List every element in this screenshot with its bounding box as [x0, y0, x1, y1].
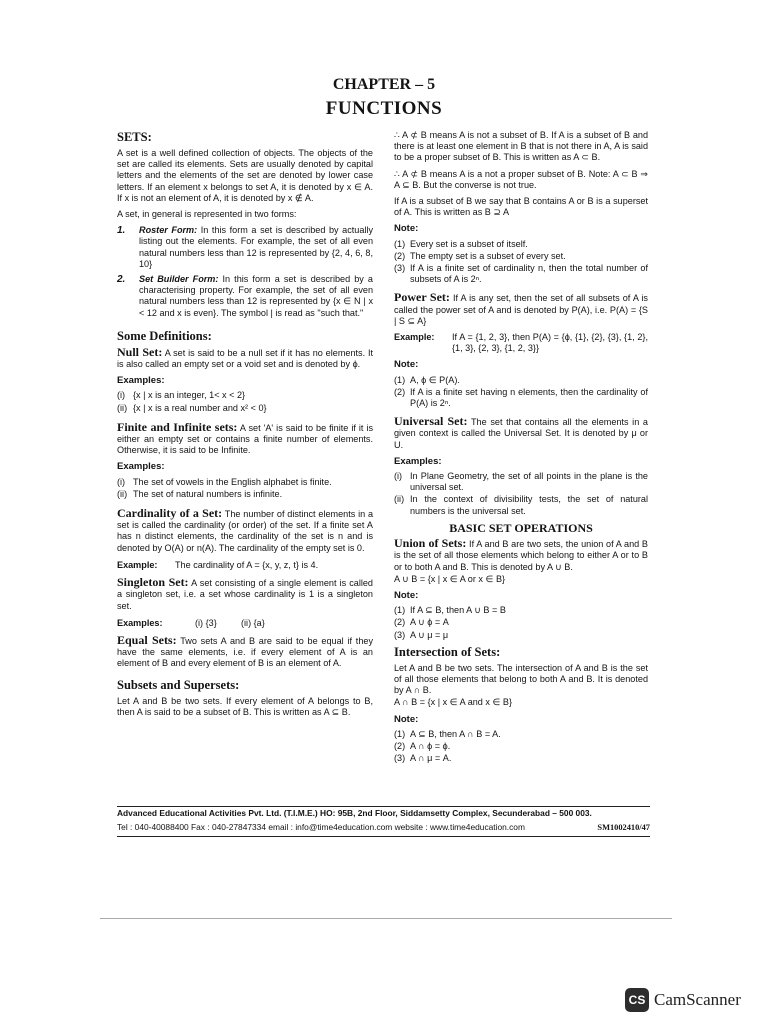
union-note-1 — [394, 605, 648, 616]
power-note-2 — [394, 387, 648, 409]
subset-note-3 — [394, 263, 648, 285]
list-number: (i) — [394, 471, 403, 482]
sets-forms-intro: A set, in general is represented in two forms: — [117, 209, 297, 220]
list-text: If A is a finite set of cardinality n, then the total number of subsets of A is 2ⁿ. — [410, 263, 648, 285]
list-text: In the context of divisibility tests, the set of natural numbers is the universal set. — [410, 494, 648, 516]
camscanner-text: CamScanner — [654, 990, 741, 1009]
null-set-paragraph — [117, 344, 374, 370]
list-text: The empty set is a subset of every set. — [410, 250, 566, 261]
power-example-label: Example: — [394, 332, 435, 343]
finite-sets-text: A set 'A' is said to be finite if it is either an empty set or contains a finite number of elements. Otherwise, it is said to be Infinite. — [117, 422, 373, 456]
power-note-1 — [394, 375, 648, 386]
list-number: (2) — [394, 250, 406, 261]
list-text: {x | x is a real number and x² < 0} — [133, 402, 267, 413]
power-set-text: If A is any set, then the set of all subsets of A is called the power set of A and is denoted by P(A), i.e. P(A) = {S | S ⊆ A} — [394, 293, 648, 326]
roster-form-text: In this form a set is described by actually listing out the elements. For example, the set of all even natural numbers less than 12 is represented by {2, 4, 6, 8, 10} — [139, 225, 373, 269]
subsets-paragraph: Let A and B be two sets. If every element of A belongs to B, then A is said to be a subset of B. This is written as A ⊆ B. — [117, 695, 373, 717]
intersection-note-label: Note: — [394, 713, 419, 725]
page-code: SM1002410/47 — [597, 823, 650, 832]
intersection-note-1 — [394, 729, 648, 740]
list-text: {x | x is an integer, 1< x < 2} — [133, 390, 246, 401]
footer-bottom-rule — [117, 836, 650, 837]
cardinality-example-text: The cardinality of A = {x, y, z, t} is 4. — [175, 559, 319, 570]
finite-example-2 — [117, 489, 373, 500]
equal-sets-term: Equal Sets: — [117, 632, 177, 647]
list-text: The set of vowels in the English alphabet is finite. — [133, 476, 332, 487]
universal-examples-label: Examples: — [394, 455, 442, 467]
power-set-example — [394, 332, 648, 354]
list-number: (3) — [394, 263, 406, 274]
roster-form-term: Roster Form: — [139, 225, 198, 236]
sets-paragraph: A set is a well defined collection of objects. The objects of the set are called its elements. Sets are usually denoted by capital letters and the elements of the set are denoted by lower case letters. If an element x belongs to set A, it is denoted by x ∈ A. If x is not an element of A, it is denoted by x ∉ A. — [117, 148, 373, 203]
union-note-2 — [394, 617, 648, 628]
superset-paragraph: If A is a subset of B we say that B contains A or B is a superset of A. This is written as B ⊇ A — [394, 196, 648, 218]
finite-examples-label: Examples: — [117, 461, 165, 473]
intersection-heading: Intersection of Sets: — [394, 644, 501, 659]
scan-edge-line — [100, 918, 672, 919]
footer-contact-text: Tel : 040-40088400 Fax : 040-27847334 email : info@time4education.com website : www.time4education.com — [117, 822, 525, 832]
union-note-3 — [394, 630, 648, 641]
null-examples-label: Examples: — [117, 375, 165, 387]
chapter-number: CHAPTER – 5 — [332, 76, 436, 93]
list-text: If A ⊆ B, then A ∪ B = B — [410, 605, 506, 616]
finite-sets-paragraph — [117, 419, 373, 457]
singleton-term: Singleton Set: — [117, 575, 189, 590]
roster-form-item — [117, 225, 373, 270]
left-column — [117, 130, 373, 723]
not-proper-subset-paragraph: ∴ A ⊄ B means A is a not a proper subset of B. Note: A ⊂ B ⇒ A ⊆ B. But the converse is not true. — [394, 168, 648, 190]
camscanner-watermark — [625, 988, 741, 1012]
list-number: (2) — [394, 386, 406, 397]
list-number: (2) — [394, 740, 406, 751]
list-number: (3) — [394, 753, 406, 764]
list-number: (ii) — [117, 402, 128, 413]
set-builder-number: 2. — [117, 274, 126, 286]
cardinality-paragraph — [117, 508, 373, 554]
list-number: (2) — [394, 617, 406, 628]
set-builder-item — [117, 274, 373, 319]
list-number: (1) — [394, 238, 406, 249]
universal-set-paragraph — [394, 416, 648, 451]
power-set-term: Power Set: — [394, 290, 450, 305]
not-subset-paragraph: ∴ A ⊄ B means A is not a subset of B. If A is a subset of B and there is at least one element in B that is not there in A, A is said to be a proper subset of B. This is written as A ⊂ B. — [394, 130, 648, 163]
cardinality-text: The number of distinct elements in a set is called the cardinality (or order) of the set. If a finite set A has n distinct elements, the cardinality of the set is n and is denoted by O(A) or n(A). The cardinality of the empty set is 0. — [117, 509, 374, 553]
list-text: A ∪ ϕ = A — [410, 617, 449, 628]
list-number: (3) — [394, 629, 406, 640]
finite-example-1 — [117, 477, 373, 488]
footer-contact — [117, 822, 650, 833]
footer-address: Advanced Educational Activities Pvt. Ltd. (T.I.M.E.) HO: 95B, 2nd Floor, Siddamsetty Complex, Secunderabad – 500 003. — [117, 808, 592, 818]
list-text: In Plane Geometry, the set of all points in the plane is the universal set. — [410, 471, 648, 493]
intersection-paragraph: Let A and B be two sets. The intersection of A and B is the set of all those elements that belong to both A and B. It is denoted by A ∩ B. — [394, 662, 648, 696]
power-set-paragraph — [394, 292, 648, 327]
right-column — [394, 130, 648, 765]
footer-top-rule — [117, 806, 650, 807]
equal-sets-paragraph — [117, 632, 373, 670]
list-number: (i) — [117, 390, 126, 401]
set-builder-term: Set Builder Form: — [139, 274, 219, 285]
list-number: (1) — [394, 728, 406, 739]
universal-example-1 — [394, 471, 648, 493]
cardinality-example — [117, 560, 373, 571]
sets-heading: SETS: — [117, 130, 152, 144]
null-set-term: Null Set: — [117, 344, 163, 359]
list-text: A ∩ ϕ = ϕ. — [410, 740, 451, 751]
union-note-label: Note: — [394, 589, 419, 601]
universal-example-2 — [394, 494, 648, 516]
singleton-paragraph — [117, 577, 373, 612]
intersection-note-3 — [394, 753, 648, 764]
camscanner-logo-icon: CS — [625, 988, 649, 1012]
list-number: (ii) — [117, 488, 128, 499]
null-example-1 — [117, 390, 373, 401]
singleton-example-2: (ii) {a} — [241, 617, 265, 628]
list-text: If A is a finite set having n elements, then the cardinality of P(A) is 2ⁿ. — [410, 386, 648, 409]
list-text: A, ϕ ∈ P(A). — [410, 374, 460, 385]
list-number: (i) — [117, 476, 126, 487]
list-number: (1) — [394, 605, 406, 616]
singleton-text: A set consisting of a single element is called a singleton set, i.e. a set whose cardinality is 1 is a singleton set. — [117, 578, 373, 611]
list-text: Every set is a subset of itself. — [410, 238, 528, 249]
some-definitions-heading: Some Definitions: — [117, 328, 212, 343]
cardinality-example-label: Example: — [117, 559, 158, 570]
roster-form-number: 1. — [117, 225, 126, 237]
list-text: A ⊆ B, then A ∩ B = A. — [410, 728, 501, 739]
singleton-examples — [117, 618, 373, 629]
subset-note-2 — [394, 251, 648, 262]
power-example-text: If A = {1, 2, 3}, then P(A) = {ϕ, {1}, {2}, {3}, {1, 2}, {1, 3}, {2, 3}, {1, 2, 3}} — [452, 332, 648, 354]
singleton-examples-label: Examples: — [117, 617, 163, 628]
equal-sets-text: Two sets A and B are said to be equal if they have the same elements, i.e. if every element of A is an element of B and every element of B is an element of A. — [117, 635, 373, 669]
list-number: (1) — [394, 374, 406, 385]
singleton-example-1: (i) {3} — [195, 617, 217, 628]
union-term: Union of Sets: — [394, 536, 467, 551]
page-title: FUNCTIONS — [325, 98, 443, 119]
list-text: A ∪ μ = μ — [410, 629, 449, 640]
union-definition: A ∪ B = {x | x ∈ A or x ∈ B} — [394, 573, 506, 584]
power-note-label: Note: — [394, 359, 419, 371]
finite-sets-term: Finite and Infinite sets: — [117, 419, 238, 434]
universal-set-term: Universal Set: — [394, 414, 468, 429]
subset-note-1 — [394, 239, 648, 250]
list-text: A ∩ μ = A. — [410, 753, 452, 764]
union-text: If A and B are two sets, the union of A and B is the set of all those elements which belong to either A or to B or to both A and B. This is denoted by A ∪ B. — [394, 539, 648, 572]
universal-set-text: The set that contains all the elements in a given context is called the Universal Set. It is denoted by μ or U. — [394, 417, 648, 450]
list-number: (ii) — [394, 494, 405, 505]
subsets-heading: Subsets and Supersets: — [117, 677, 240, 692]
subset-note-label: Note: — [394, 223, 419, 235]
cardinality-term: Cardinality of a Set: — [117, 506, 223, 521]
list-text: The set of natural numbers is infinite. — [133, 488, 283, 499]
union-paragraph — [394, 538, 648, 573]
null-set-text: A set is said to be a null set if it has no elements. It is also called an empty set or a void set and is denoted by ϕ. — [117, 347, 374, 370]
null-example-2 — [117, 403, 373, 414]
intersection-note-2 — [394, 741, 648, 752]
intersection-definition: A ∩ B = {x | x ∈ A and x ∈ B} — [394, 697, 513, 708]
basic-set-operations-heading: BASIC SET OPERATIONS — [449, 520, 593, 535]
set-builder-text: In this form a set is described by a characterising property. For example, the set of all even natural numbers less than 12 is represented by {x ∈ N | x < 12 and x is even}. The symbol | is read as "such that." — [139, 274, 373, 318]
